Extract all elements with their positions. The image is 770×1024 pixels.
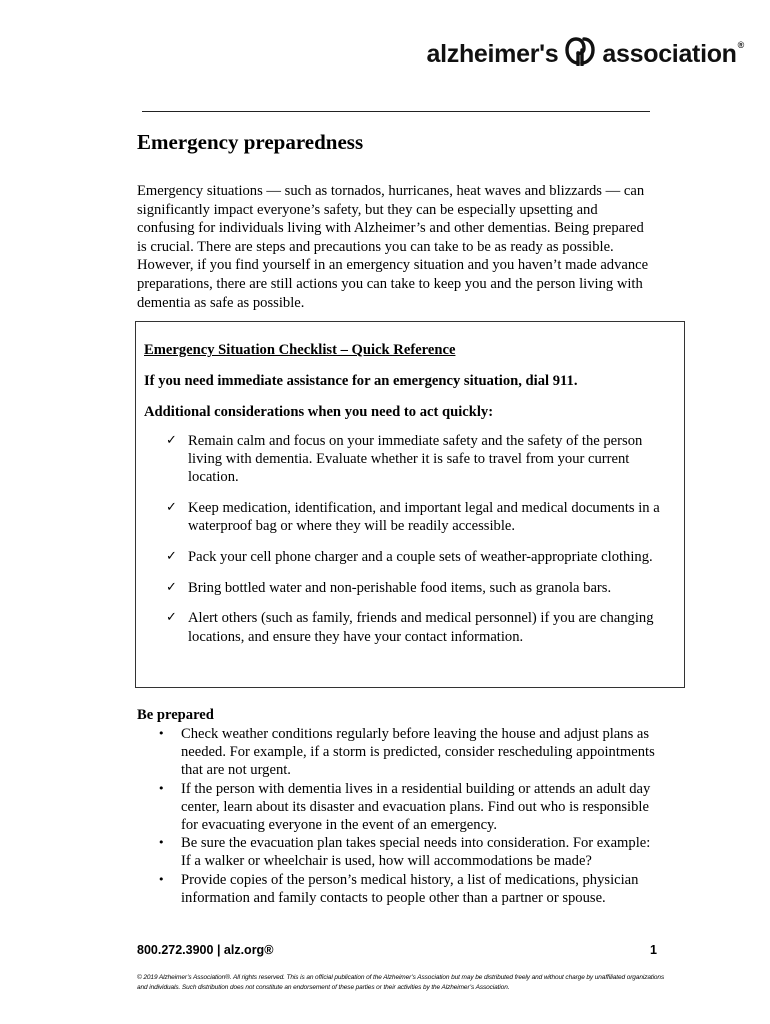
intro-paragraph: Emergency situations — such as tornados, hurricanes, heat waves and blizzards — can significantly impact everyone’s safety, but they can be especially upsetting and confusing for individuals living with Alzheimer’s and other dementias. Being prepared is crucial. There are steps and precautions you can take to be as ready as possible. However, if you find yourself in an emergency situation and you haven’t made advance preparations, there are still actions you can take to keep you and the person living with dementia as safe as possible.	[137, 183, 649, 311]
brand-logo	[427, 36, 744, 73]
additional-considerations-heading: Additional considerations when you need to act quickly:	[144, 404, 494, 420]
list-item: • If the person with dementia lives in a residential building or attends an adult day center, learn about its disaster and evacuation plans. Find out who is responsible for evacuating everyone in the event of an emergency.	[158, 780, 651, 834]
checkmark-icon: ✓	[166, 433, 177, 448]
checklist	[136, 432, 684, 658]
brand-name-right: association	[602, 40, 737, 68]
header-divider	[142, 111, 650, 112]
bullet-icon: •	[158, 836, 165, 850]
checkmark-icon: ✓	[166, 549, 177, 565]
checkmark-icon: ✓	[166, 579, 177, 595]
checklist-box	[135, 321, 685, 688]
registered-mark: ®	[737, 40, 744, 50]
checkmark-icon: ✓	[166, 500, 177, 516]
checklist-item: ✓ Remain calm and focus on your immediate safety and the safety of the person living with dementia. Evaluate whether it is safe to travel from your current location.	[166, 433, 643, 486]
list-item: • Provide copies of the person’s medical history, a list of medications, physician information and family contacts to people other than a partner or spouse.	[158, 871, 639, 906]
be-prepared-list	[137, 725, 662, 907]
brain-logo-icon	[563, 36, 597, 73]
emergency-call-text: If you need immediate assistance for an emergency situation, dial 911.	[144, 373, 578, 389]
legal-notice: © 2019 Alzheimer’s Association®. All rights reserved. This is an official publication of the Alzheimer’s Association but may be distributed freely and without charge by unaffiliated organizations and individuals. Such distribution does not constitute an endorsement of these parties or their activities by the Alzheimer’s Association.	[137, 974, 665, 991]
bullet-icon: •	[158, 781, 165, 795]
brand-name-left: alzheimer's	[426, 40, 559, 68]
page-title: Emergency preparedness	[137, 130, 364, 154]
checklist-title: Emergency Situation Checklist – Quick Reference	[144, 342, 456, 358]
bullet-icon: •	[158, 727, 165, 740]
checklist-item: ✓ Alert others (such as family, friends and medical personnel) if you are changing locations, and ensure they have your contact information.	[166, 610, 654, 645]
list-item: • Check weather conditions regularly before leaving the house and adjust plans as needed. For example, if a storm is predicted, consider rescheduling appointments that are not urgent.	[158, 726, 655, 779]
checkmark-icon: ✓	[166, 610, 177, 626]
page-number: 1	[650, 943, 657, 957]
list-item: • Be sure the evacuation plan takes special needs into consideration. For example: If a walker or wheelchair is used, how will accommodations be made?	[158, 835, 651, 870]
checklist-item: ✓ Pack your cell phone charger and a couple sets of weather-appropriate clothing.	[166, 549, 653, 566]
checklist-item: ✓ Keep medication, identification, and important legal and medical documents in a waterproof bag or where they will be readily accessible.	[166, 500, 660, 535]
footer-contact: 800.272.3900 | alz.org®	[137, 943, 274, 957]
checklist-item: ✓ Bring bottled water and non-perishable food items, such as granola bars.	[166, 579, 612, 596]
bullet-icon: •	[158, 872, 165, 886]
be-prepared-heading: Be prepared	[137, 707, 214, 723]
